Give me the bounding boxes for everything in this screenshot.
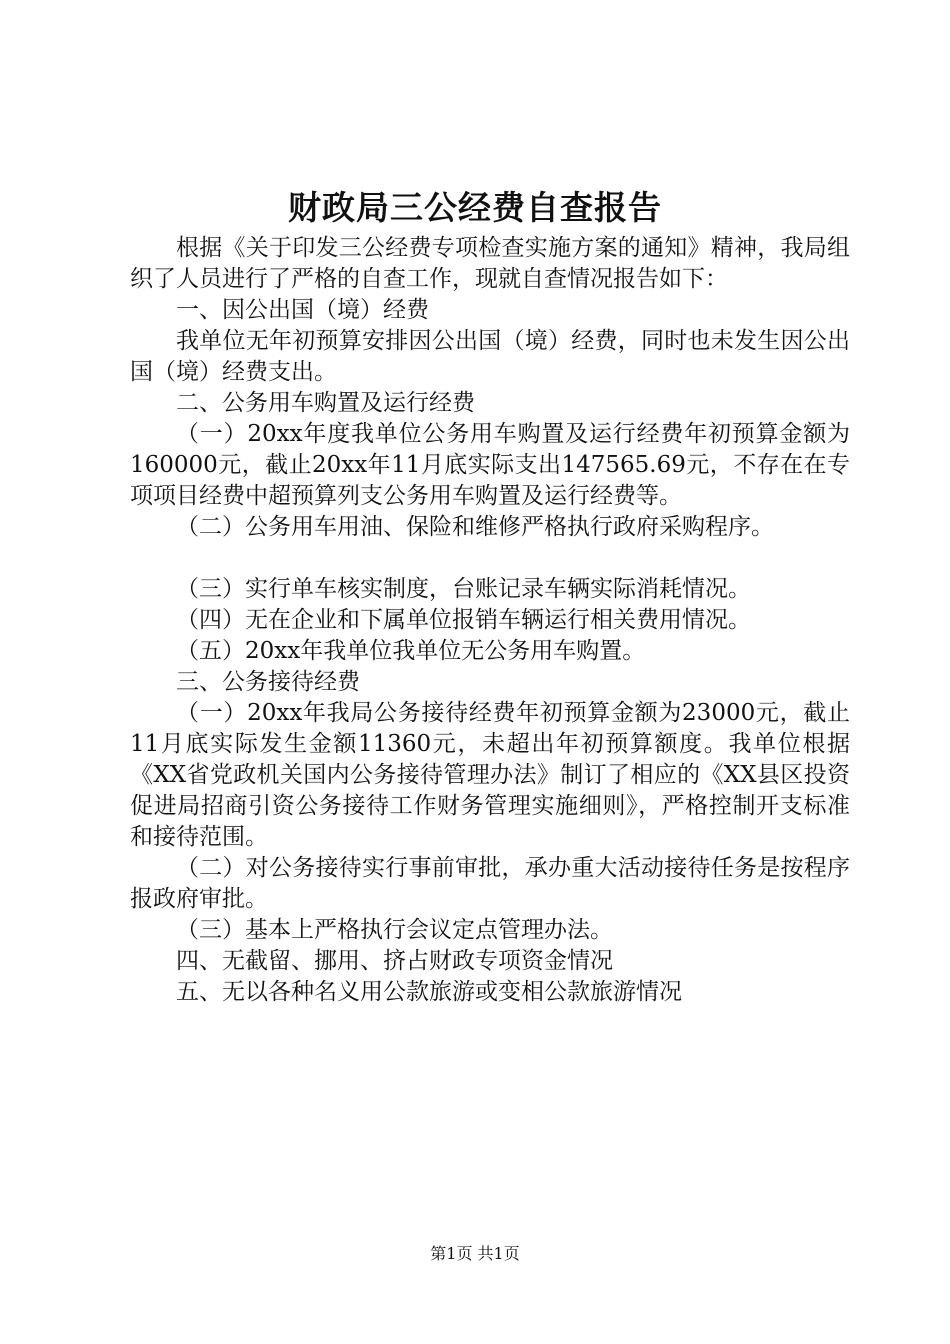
section-heading-5: 五、无以各种名义用公款旅游或变相公款旅游情况 xyxy=(176,979,682,1005)
section-2-item-2: （二）公务用车用油、保险和维修严格执行政府采购程序。 xyxy=(176,514,774,540)
section-3-item-2: （二）对公务接待实行事前审批，承办重大活动接待任务是按程序报政府审批。 xyxy=(130,855,850,912)
section-1-paragraph: 我单位无年初预算安排因公出国（境）经费，同时也未发生因公出国（境）经费支出。 xyxy=(130,328,850,385)
section-3-item-1: （一）20xx年我局公务接待经费年初预算金额为23000元，截止11月底实际发生金额11360元，未超出年初预算额度。我单位根据《XX省党政机关国内公务接待管理办法》制订了相应的《XX县区投资促进局招商引资公务接待工作财务管理实施细则》，严格控制开支标准和接待范围。 xyxy=(130,700,850,850)
section-3-item-3: （三）基本上严格执行会议定点管理办法。 xyxy=(176,917,613,943)
document-body xyxy=(130,233,850,1008)
section-2-item-1: （一）20xx年度我单位公务用车购置及运行经费年初预算金额为160000元，截止20xx年11月底实际支出147565.69元，不存在在专项项目经费中超预算列支公务用车购置及运行经费等。 xyxy=(130,421,850,509)
section-heading-1: 一、因公出国（境）经费 xyxy=(176,297,429,323)
section-2-item-4: （四）无在企业和下属单位报销车辆运行相关费用情况。 xyxy=(176,607,751,633)
section-heading-2: 二、公务用车购置及运行经费 xyxy=(176,390,475,416)
blank-line xyxy=(130,543,850,574)
intro-paragraph: 根据《关于印发三公经费专项检查实施方案的通知》精神，我局组织了人员进行了严格的自查工作，现就自查情况报告如下： xyxy=(130,235,850,292)
section-heading-4: 四、无截留、挪用、挤占财政专项资金情况 xyxy=(176,948,613,974)
page-footer: 第1页 共1页 xyxy=(430,1244,520,1263)
section-2-item-3: （三）实行单车核实制度，台账记录车辆实际消耗情况。 xyxy=(176,576,751,602)
document-title: 财政局三公经费自查报告 xyxy=(288,188,662,227)
section-2-item-5: （五）20xx年我单位我单位无公务用车购置。 xyxy=(176,638,646,664)
section-heading-3: 三、公务接待经费 xyxy=(176,669,360,695)
